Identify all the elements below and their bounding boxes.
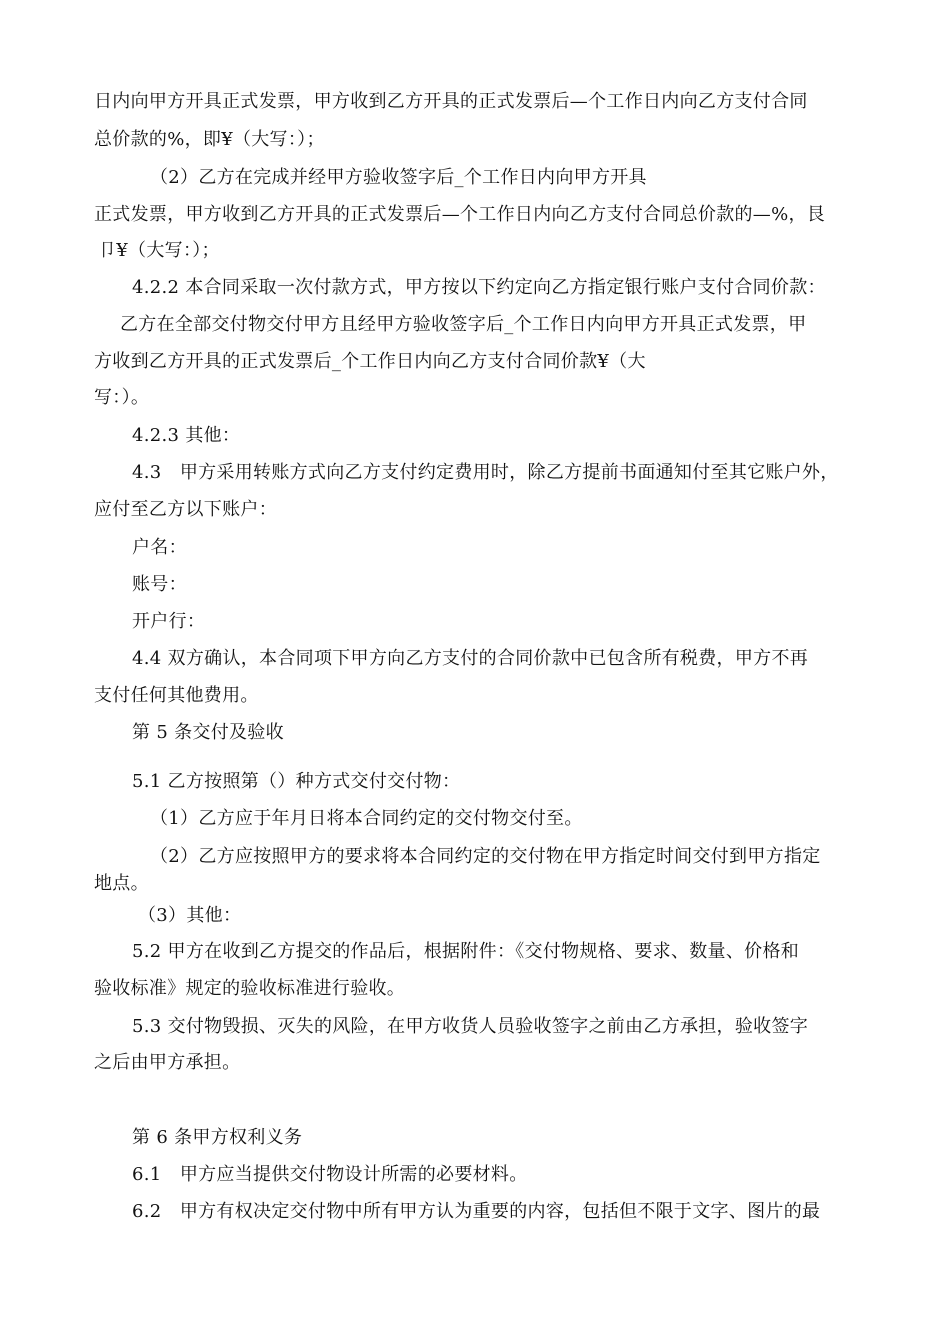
text-line: 5.1 乙方按照第（）种方式交付交付物：	[132, 771, 461, 792]
text-line: 验收标准》规定的验收标准进行验收。	[94, 978, 406, 999]
text-line: 应付至乙方以下账户：	[94, 499, 277, 520]
text-line: 5.3 交付物毁损、灭失的风险，在甲方收货人员验收签字之前由乙方承担，验收签字	[132, 1016, 809, 1037]
text-line: 开户行：	[132, 611, 206, 632]
text-line: 户名：	[132, 537, 187, 558]
text-line: （1）乙方应于年月日将本合同约定的交付物交付至。	[150, 808, 583, 829]
text-line: （3）其他：	[138, 905, 242, 926]
text-line: 4.4 双方确认，本合同项下甲方向乙方支付的合同价款中已包含所有税费，甲方不再	[132, 648, 809, 669]
text-line: 日内向甲方开具正式发票，甲方收到乙方开具的正式发票后—个工作日内向乙方支付合同	[94, 91, 808, 112]
text-line: 地点。	[94, 873, 149, 894]
text-line: 4.3 甲方采用转账方式向乙方支付约定费用时，除乙方提前书面通知付至其它账户外，	[132, 462, 839, 483]
text-line: 正式发票，甲方收到乙方开具的正式发票后—个工作日内向乙方支付合同总价款的—%，艮	[94, 204, 826, 225]
text-line: 总价款的%，即¥（大写：）；	[94, 129, 325, 150]
text-line: （2）乙方在完成并经甲方验收签字后_个工作日内向甲方开具	[150, 167, 647, 188]
text-line: 支付任何其他费用。	[94, 685, 259, 706]
text-line: 卩¥（大写：）；	[98, 240, 220, 261]
text-line: （2）乙方应按照甲方的要求将本合同约定的交付物在甲方指定时间交付到甲方指定	[150, 846, 821, 867]
text-line: 写：）。	[94, 387, 150, 408]
section-heading: 第 5 条交付及验收	[132, 722, 284, 743]
text-line: 6.1 甲方应当提供交付物设计所需的必要材料。	[132, 1164, 528, 1185]
text-line: 之后由甲方承担。	[94, 1052, 241, 1073]
section-heading: 第 6 条甲方权利义务	[132, 1127, 303, 1148]
text-line: 方收到乙方开具的正式发票后_个工作日内向乙方支付合同价款¥（大	[94, 351, 646, 372]
text-line: 5.2 甲方在收到乙方提交的作品后，根据附件：《交付物规格、要求、数量、价格和	[132, 941, 800, 962]
text-line: 乙方在全部交付物交付甲方且经甲方验收签字后_个工作日内向甲方开具正式发票，甲	[120, 314, 807, 335]
text-line: 6.2 甲方有权决定交付物中所有甲方认为重要的内容，包括但不限于文字、图片的最	[132, 1201, 821, 1222]
text-line: 4.2.2 本合同采取一次付款方式，甲方按以下约定向乙方指定银行账户支付合同价款：	[132, 277, 826, 298]
text-line: 账号：	[132, 574, 187, 595]
text-line: 4.2.3 其他：	[132, 425, 241, 446]
